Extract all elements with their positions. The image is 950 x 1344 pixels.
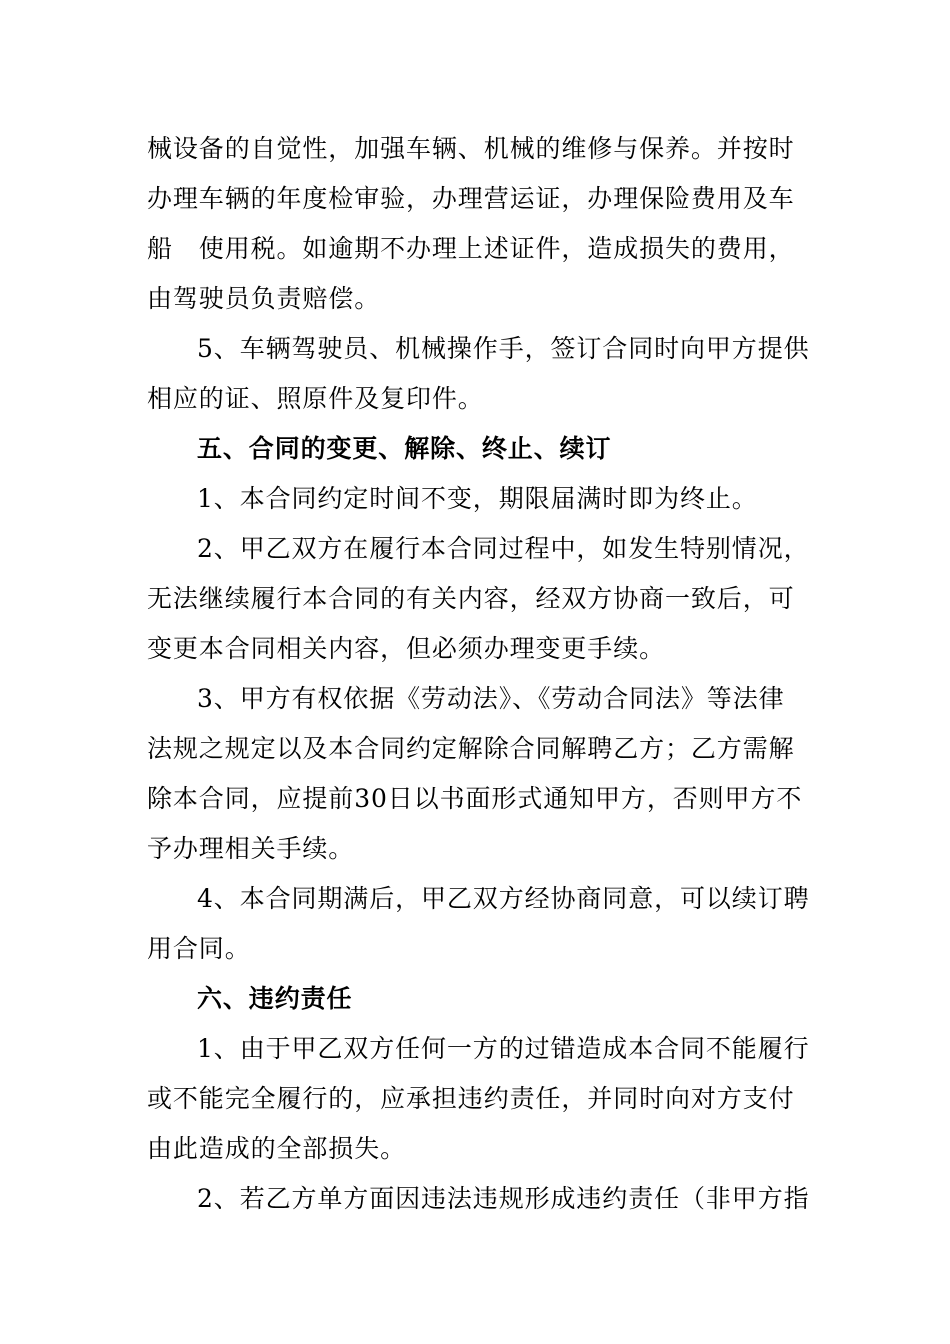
text-line: 由驾驶员负责赔偿。 — [147, 284, 381, 313]
text-line: 无法继续履行本合同的有关内容，经双方协商一致后，可 — [147, 584, 795, 613]
text-line: 或不能完全履行的，应承担违约责任，并同时向对方支付 — [147, 1084, 795, 1113]
section-heading: 六、违约责任 — [197, 984, 353, 1013]
text-line: 变更本合同相关内容，但必须办理变更手续。 — [147, 634, 666, 663]
section-heading: 五、合同的变更、解除、终止、续订 — [197, 434, 612, 463]
document-body — [147, 124, 810, 1224]
paragraph-line: 2、甲乙双方在履行本合同过程中，如发生特别情况， — [197, 534, 810, 563]
paragraph-line: 5、车辆驾驶员、机械操作手，签订合同时向甲方提供 — [197, 334, 810, 363]
paragraph-line: 4、本合同期满后，甲乙双方经协商同意，可以续订聘 — [197, 884, 810, 913]
text-line: 办理车辆的年度检审验，办理营运证，办理保险费用及车 — [147, 184, 795, 213]
paragraph-line: 2、若乙方单方面因违法违规形成违约责任（非甲方指 — [197, 1184, 810, 1213]
paragraph-line: 3、甲方有权依据《劳动法》、《劳动合同法》等法律 — [197, 684, 785, 713]
text-line: 械设备的自觉性，加强车辆、机械的维修与保养。并按时 — [147, 134, 795, 163]
text-line: 予办理相关手续。 — [147, 834, 355, 863]
text-line: 法规之规定以及本合同约定解除合同解聘乙方；乙方需解 — [147, 734, 795, 763]
text-line: 用合同。 — [147, 934, 251, 963]
paragraph-line: 1、由于甲乙双方任何一方的过错造成本合同不能履行 — [197, 1034, 810, 1063]
paragraph-line: 1、本合同约定时间不变，期限届满时即为终止。 — [197, 484, 758, 513]
text-line: 相应的证、照原件及复印件。 — [147, 384, 484, 413]
text-line: 除本合同，应提前30日以书面形式通知甲方，否则甲方不 — [147, 784, 803, 813]
text-line: 由此造成的全部损失。 — [147, 1134, 407, 1163]
text-line: 船 使用税。如逾期不办理上述证件，造成损失的费用， — [147, 234, 795, 263]
